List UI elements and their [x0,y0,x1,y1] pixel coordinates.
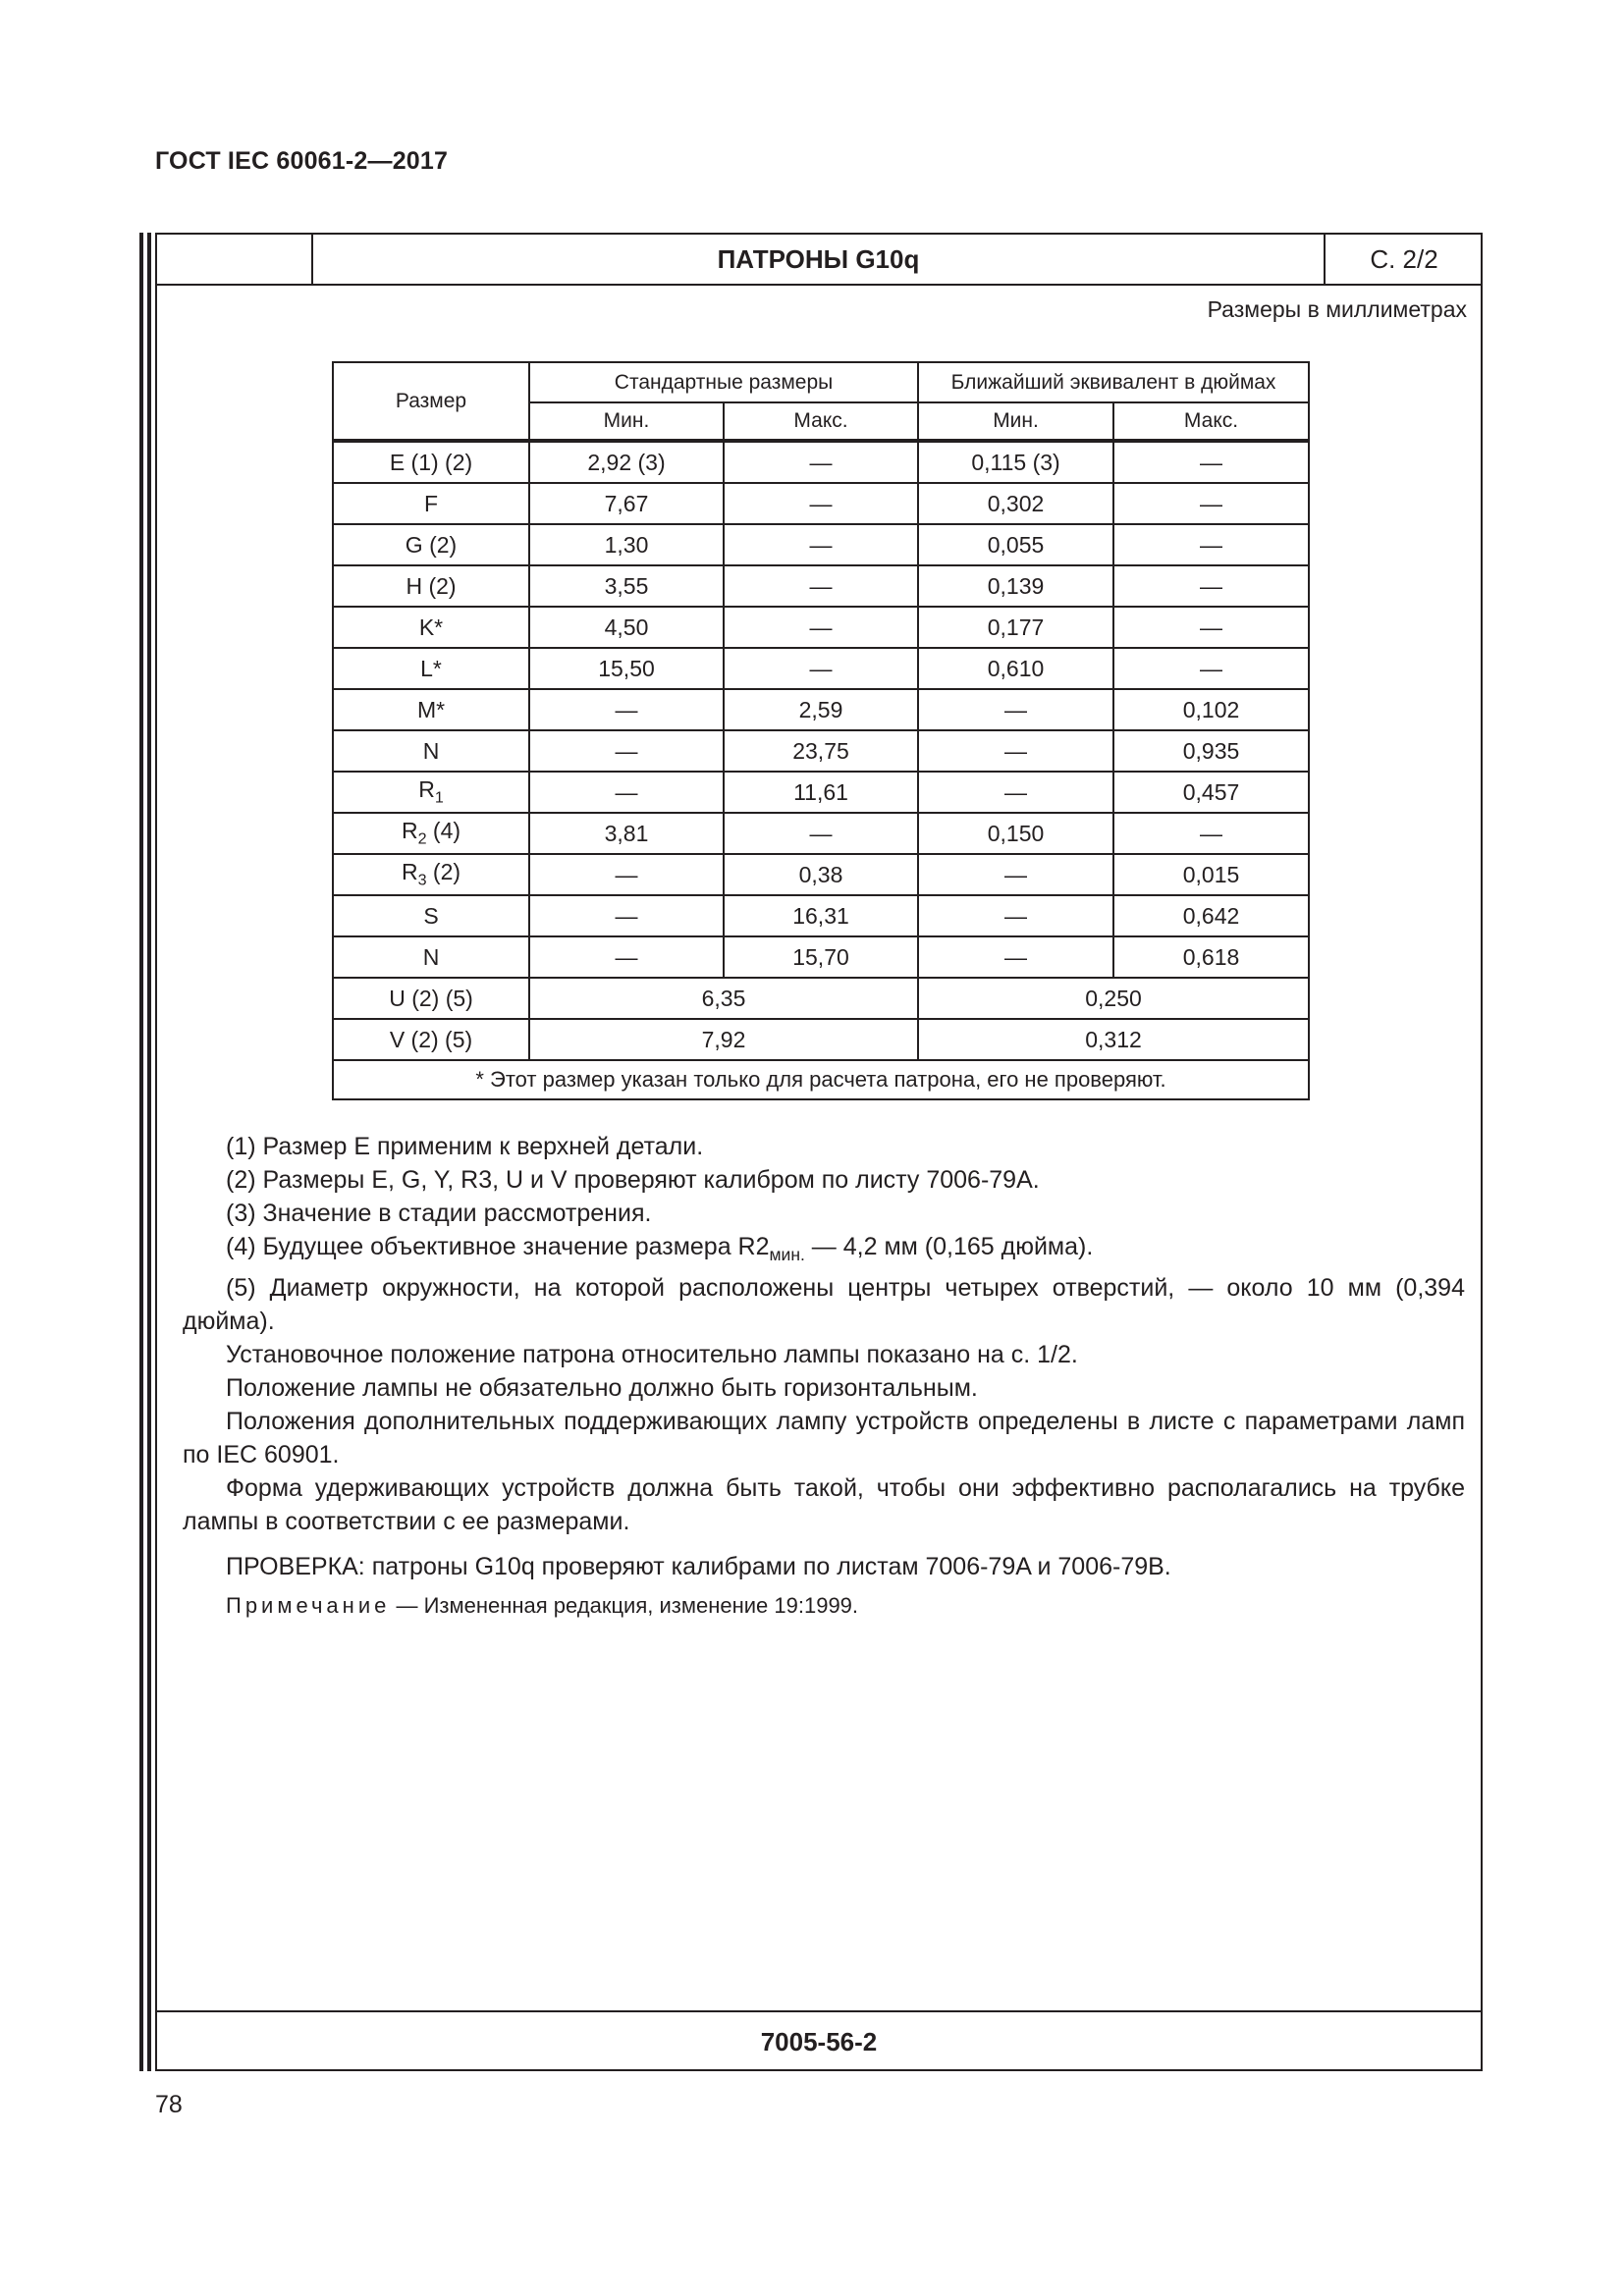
table-footnote: * Этот размер указан только для расчета патрона, его не проверяют. [333,1060,1309,1099]
column-group-standard: Стандартные размеры [529,362,918,402]
check-statement: ПРОВЕРКА: патроны G10q проверяют калибрами по листам 7006-79A и 7006-79B. [226,1553,1171,1581]
cell-std-min: 1,30 [529,524,724,565]
cell-std-min: — [529,772,724,813]
cell-std-min: — [529,689,724,730]
table-row [333,483,1309,524]
column-header-size: Размер [333,362,529,441]
dimensions-table [332,361,1310,1100]
cell-std-max: — [724,607,918,648]
cell-std-min: 7,67 [529,483,724,524]
cell-std-max: 15,70 [724,936,918,978]
note-3: (3) Значение в стадии рассмотрения. [226,1200,652,1227]
cell-inch-min: 0,177 [918,607,1113,648]
cell-inch-max: — [1113,813,1309,854]
cell-inch-max: 0,642 [1113,895,1309,936]
table-row [333,689,1309,730]
cell-inch-min: — [918,689,1113,730]
cell-inch-min: — [918,730,1113,772]
paragraph-supports: Положения дополнительных поддерживающих лампу устройств определены в листе с параметрами ламп по IEC 60901. [183,1408,1465,1469]
cell-std-min: — [529,730,724,772]
cell-size: $R_3$ (2) [333,854,529,895]
cell-std-min: — [529,936,724,978]
cell-size: F [333,483,529,524]
cell-std-min: 15,50 [529,648,724,689]
table-row [333,936,1309,978]
remark: Примечание — Измененная редакция, изменение 19:1999. [226,1593,859,1619]
cell-size: V (2) (5) [333,1019,529,1060]
table-row [333,730,1309,772]
cell-inch-max: 0,618 [1113,936,1309,978]
cell-inch-max: — [1113,483,1309,524]
cell-inch-max: 0,015 [1113,854,1309,895]
cell-inch-max: — [1113,441,1309,483]
cell-std-min: — [529,854,724,895]
column-header-inch-max: Макс. [1113,402,1309,441]
column-header-inch-min: Мин. [918,402,1113,441]
cell-inch-min: — [918,936,1113,978]
table-row [333,524,1309,565]
cell-std-merged: 6,35 [529,978,918,1019]
notes-block [183,1130,1465,1623]
table-row [333,895,1309,936]
cell-inch-min: 0,115 (3) [918,441,1113,483]
column-header-std-max: Макс. [724,402,918,441]
cell-size: N [333,936,529,978]
cell-std-merged: 7,92 [529,1019,918,1060]
table-row [333,978,1309,1019]
cell-inch-min: 0,302 [918,483,1113,524]
page-number: 78 [155,2091,183,2118]
cell-inch-min: 0,610 [918,648,1113,689]
cell-inch-min: — [918,895,1113,936]
cell-std-max: 23,75 [724,730,918,772]
table-row [333,607,1309,648]
cell-std-max: — [724,565,918,607]
left-rule-inner [147,233,151,2071]
cell-size: $R_1$ [333,772,529,813]
paragraph-holders: Форма удерживающих устройств должна быть такой, чтобы они эффективно располагались на трубке лампы в соответствии с ее размерами. [183,1474,1465,1536]
cell-std-min: — [529,895,724,936]
cell-inch-max: — [1113,524,1309,565]
cell-inch-min: — [918,772,1113,813]
cell-inch-min: — [918,854,1113,895]
note-5: (5) Диаметр окружности, на которой расположены центры четырех отверстий, — около 10 мм (0,394 дюйма). [183,1274,1465,1336]
sheet-page: С. 2/2 [1370,243,1438,274]
cell-std-min: 3,81 [529,813,724,854]
cell-std-max: 16,31 [724,895,918,936]
cell-inch-max: 0,935 [1113,730,1309,772]
cell-size: L* [333,648,529,689]
cell-inch-merged: 0,250 [918,978,1309,1019]
cell-size: U (2) (5) [333,978,529,1019]
paragraph-position: Установочное положение патрона относительно лампы показано на с. 1/2. [226,1341,1078,1369]
cell-size: H (2) [333,565,529,607]
cell-std-max: — [724,813,918,854]
cell-std-max: — [724,648,918,689]
cell-size: $R_2$ (4) [333,813,529,854]
cell-std-min: 3,55 [529,565,724,607]
sheet-title: ПАТРОНЫ G10q [717,243,920,274]
table-row [333,813,1309,854]
table-row [333,565,1309,607]
table-row [333,772,1309,813]
cell-inch-min: 0,139 [918,565,1113,607]
standard-header: ГОСТ IEC 60061-2—2017 [155,147,449,175]
cell-inch-merged: 0,312 [918,1019,1309,1060]
note-2: (2) Размеры E, G, Y, R3, U и V проверяют калибром по листу 7006-79A. [226,1166,1040,1194]
cell-size: M* [333,689,529,730]
units-label: Размеры в миллиметрах [1207,296,1467,322]
note-1: (1) Размер E применим к верхней детали. [226,1133,704,1160]
cell-std-max: — [724,441,918,483]
cell-size: N [333,730,529,772]
cell-inch-min: 0,055 [918,524,1113,565]
cell-inch-max: 0,102 [1113,689,1309,730]
table-footnote-row [333,1060,1309,1099]
table-row [333,648,1309,689]
cell-size: S [333,895,529,936]
column-group-inch: Ближайший эквивалент в дюймах [918,362,1309,402]
cell-inch-max: 0,457 [1113,772,1309,813]
cell-std-max: 2,59 [724,689,918,730]
table-row [333,441,1309,483]
column-header-std-min: Мин. [529,402,724,441]
cell-inch-max: — [1113,607,1309,648]
cell-std-max: 11,61 [724,772,918,813]
table-row [333,854,1309,895]
sheet-code: 7005-56-2 [760,2026,878,2056]
cell-inch-min: 0,150 [918,813,1113,854]
cell-std-max: — [724,483,918,524]
cell-std-min: 2,92 (3) [529,441,724,483]
cell-size: E (1) (2) [333,441,529,483]
cell-inch-max: — [1113,565,1309,607]
table-row [333,1019,1309,1060]
cell-inch-max: — [1113,648,1309,689]
note-4: (4) Будущее объективное значение размера $R2_{мин.}$ — 4,2 мм (0,165 дюйма). [226,1233,1094,1265]
left-rule-outer [139,233,143,2071]
cell-std-max: — [724,524,918,565]
cell-size: K* [333,607,529,648]
cell-std-min: 4,50 [529,607,724,648]
cell-size: G (2) [333,524,529,565]
cell-std-max: 0,38 [724,854,918,895]
paragraph-horizontal: Положение лампы не обязательно должно быть горизонтальным. [226,1374,978,1403]
